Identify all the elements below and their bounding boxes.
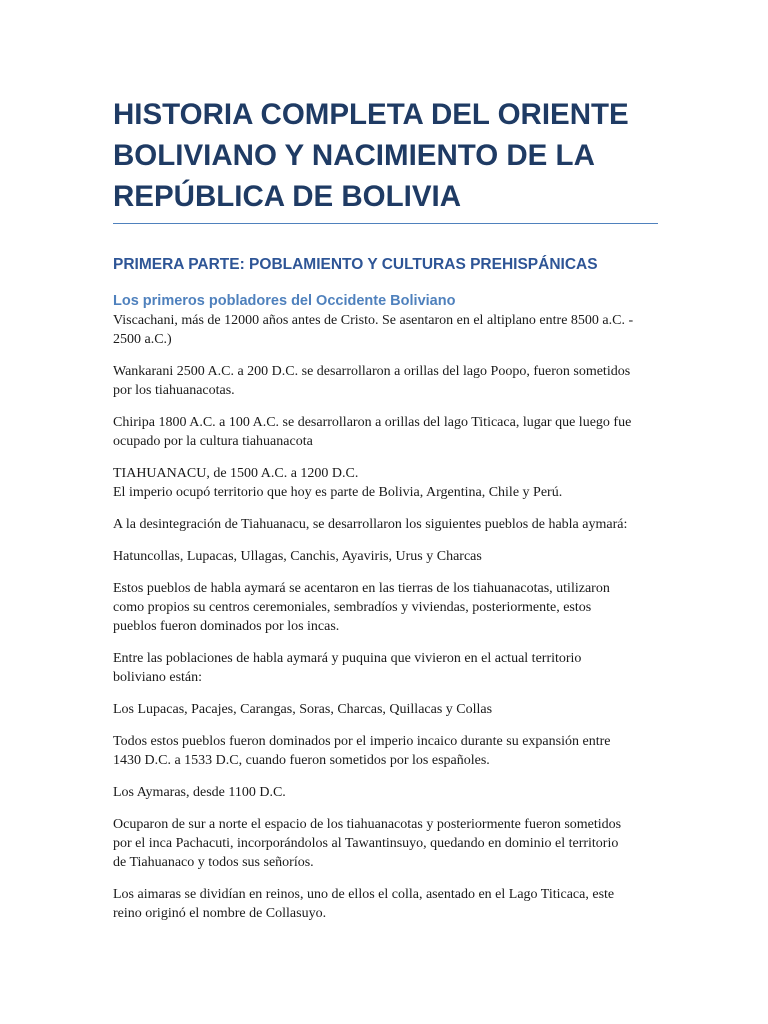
paragraph-line: Viscachani, más de 12000 años antes de Cristo. Se asentaron en el altiplano entre 8500 a.C. - <box>113 313 634 328</box>
paragraph-line: A la desintegración de Tiahuanacu, se desarrollaron los siguientes pueblos de habla aymará: <box>113 517 628 532</box>
paragraph <box>113 362 658 400</box>
document-page <box>113 94 658 936</box>
paragraph-line: El imperio ocupó territorio que hoy es parte de Bolivia, Argentina, Chile y Perú. <box>113 485 563 500</box>
paragraph-line: reino originó el nombre de Collasuyo. <box>113 906 327 921</box>
paragraph-line: pueblos fueron dominados por los incas. <box>113 619 340 634</box>
title-line: HISTORIA COMPLETA DEL ORIENTE <box>113 98 629 131</box>
paragraph-line: Los Lupacas, Pacajes, Carangas, Soras, Charcas, Quillacas y Collas <box>113 702 493 717</box>
paragraph-line: TIAHUANACU, de 1500 A.C. a 1200 D.C. <box>113 466 359 481</box>
paragraph-line: por el inca Pachacuti, incorporándolos al Tawantinsuyo, quedando en dominio el territorio <box>113 836 619 851</box>
body-text <box>113 311 658 923</box>
section-heading: PRIMERA PARTE: POBLAMIENTO Y CULTURAS PREHISPÁNICAS <box>113 256 598 273</box>
paragraph-line: ocupado por la cultura tiahuanacota <box>113 434 313 449</box>
paragraph-line: 2500 a.C.) <box>113 332 172 347</box>
paragraph-line: Los Aymaras, desde 1100 D.C. <box>113 785 286 800</box>
paragraph <box>113 815 658 872</box>
paragraph <box>113 547 658 566</box>
paragraph <box>113 783 658 802</box>
paragraph-line: Wankarani 2500 A.C. a 200 D.C. se desarrollaron a orillas del lago Poopo, fueron sometidos <box>113 364 631 379</box>
paragraph <box>113 579 658 636</box>
paragraph-line: boliviano están: <box>113 670 203 685</box>
document-title <box>113 94 658 224</box>
sub-heading: Los primeros pobladores del Occidente Boliviano <box>113 293 456 309</box>
paragraph-line: por los tiahuanacotas. <box>113 383 235 398</box>
paragraph <box>113 700 658 719</box>
paragraph-line: Entre las poblaciones de habla aymará y puquina que vivieron en el actual territorio <box>113 651 582 666</box>
paragraph <box>113 311 658 349</box>
paragraph-line: Estos pueblos de habla aymará se acentaron en las tierras de los tiahuanacotas, utilizaron <box>113 581 610 596</box>
paragraph <box>113 885 658 923</box>
paragraph-line: Chiripa 1800 A.C. a 100 A.C. se desarrollaron a orillas del lago Titicaca, lugar que luego fue <box>113 415 632 430</box>
paragraph-line: Hatuncollas, Lupacas, Ullagas, Canchis, Ayaviris, Urus y Charcas <box>113 549 482 564</box>
title-line: BOLIVIANO Y NACIMIENTO DE LA <box>113 139 595 172</box>
paragraph <box>113 515 658 534</box>
paragraph <box>113 732 658 770</box>
title-line: REPÚBLICA DE BOLIVIA <box>113 180 462 213</box>
paragraph <box>113 649 658 687</box>
paragraph-line: Los aimaras se dividían en reinos, uno de ellos el colla, asentado en el Lago Titicaca, este <box>113 887 615 902</box>
paragraph-line: 1430 D.C. a 1533 D.C, cuando fueron sometidos por los españoles. <box>113 753 490 768</box>
paragraph <box>113 464 658 502</box>
paragraph-line: de Tiahuanaco y todos sus señoríos. <box>113 855 314 870</box>
paragraph-line: como propios su centros ceremoniales, sembradíos y viviendas, posteriormente, estos <box>113 600 592 615</box>
paragraph-line: Ocuparon de sur a norte el espacio de los tiahuanacotas y posteriormente fueron sometidos <box>113 817 622 832</box>
paragraph <box>113 413 658 451</box>
paragraph-line: Todos estos pueblos fueron dominados por el imperio incaico durante su expansión entre <box>113 734 611 749</box>
